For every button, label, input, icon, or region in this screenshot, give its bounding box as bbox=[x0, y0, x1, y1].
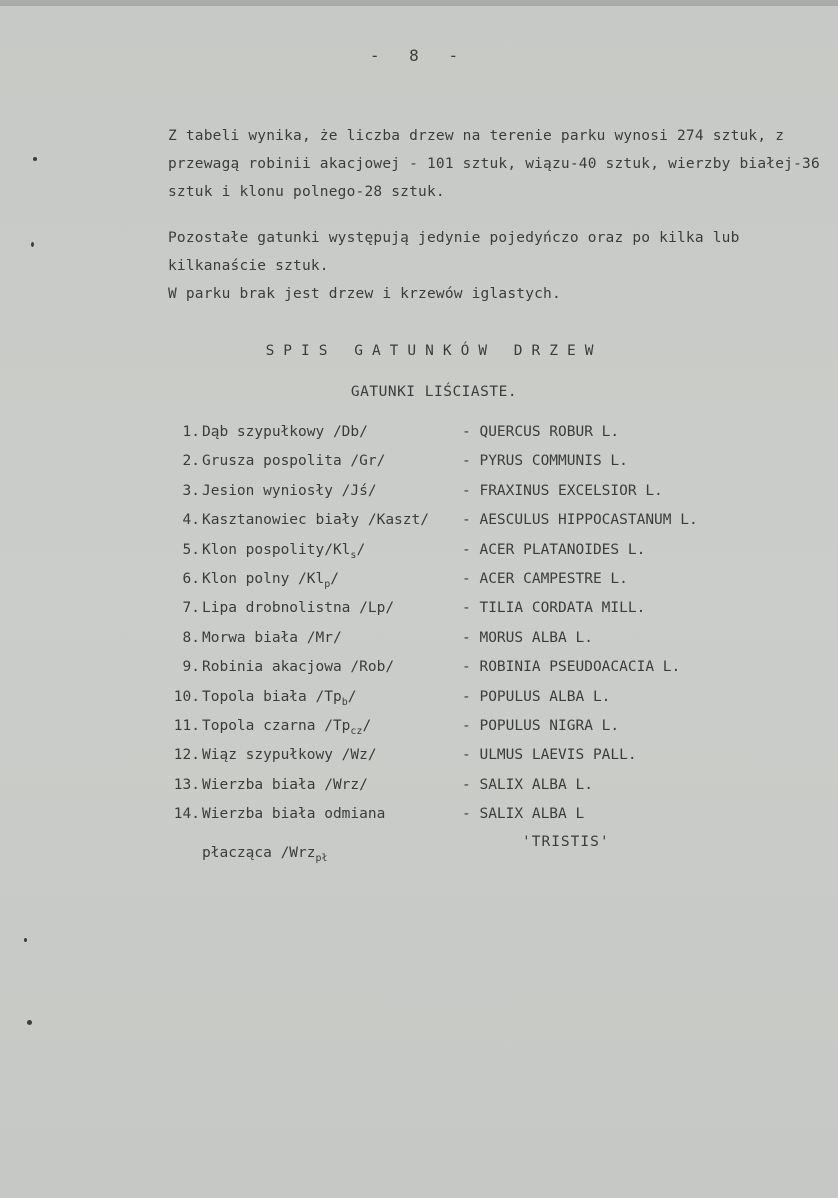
item-number: 11. bbox=[173, 717, 200, 734]
polish-name bbox=[202, 483, 377, 499]
latin-name: - QUERCUS ROBUR L. bbox=[462, 424, 620, 440]
polish-name-text: Grusza pospolita /Gr/ bbox=[202, 453, 386, 470]
polish-name-text: Kasztanowiec biały /Kaszt/ bbox=[202, 512, 429, 529]
list-item bbox=[166, 571, 806, 600]
polish-name-text: Wierzba biała /Wrz/ bbox=[202, 776, 368, 793]
item-number: 14. bbox=[173, 806, 200, 823]
latin-name: - AESCULUS HIPPOCASTANUM L. bbox=[462, 512, 698, 529]
abbr-subscript: p bbox=[324, 578, 331, 590]
polish-name-text: Klon pospolity/Kl bbox=[202, 541, 351, 558]
scan-speck bbox=[31, 242, 34, 247]
polish-name-text: Morwa biała /Mr/ bbox=[202, 629, 342, 646]
paragraph-notes: Pozostałe gatunki występują jedynie pojedyńczo oraz po kilka lub kilkanaście sztuk. W parku brak jest drzew i krzewów iglastych. bbox=[168, 230, 740, 302]
polish-name bbox=[202, 424, 368, 440]
continuation-sub: pł bbox=[315, 852, 328, 864]
item-number: 13. bbox=[173, 776, 200, 793]
list-item bbox=[166, 542, 806, 571]
polish-name-text: Topola czarna /Tp bbox=[202, 717, 351, 734]
paragraph-summary: Z tabeli wynika, że liczba drzew na terenie parku wynosi 274 sztuk, z przewagą robinii akacjowej - 101 sztuk, wiązu-40 sztuk, wierzby białej-36 sztuk i klonu polnego-28 sztuk. bbox=[168, 128, 820, 200]
continuation-latin: 'TRISTIS' bbox=[522, 834, 610, 850]
polish-name-text: Klon polny /Kl bbox=[202, 570, 325, 587]
list-item bbox=[166, 512, 806, 541]
item-number: 7. bbox=[182, 600, 200, 617]
latin-name: - TILIA CORDATA MILL. bbox=[462, 600, 646, 617]
abbr-subscript: b bbox=[341, 696, 348, 708]
polish-name bbox=[202, 777, 368, 793]
abbr-close: / bbox=[347, 688, 357, 705]
polish-name-text: Dąb szypułkowy /Db/ bbox=[202, 424, 368, 440]
polish-name-text: Wierzba biała odmiana bbox=[202, 806, 386, 823]
latin-name: - ACER PLATANOIDES L. bbox=[462, 541, 646, 558]
polish-name-text: Lipa drobnolistna /Lp/ bbox=[202, 600, 395, 617]
scan-edge bbox=[0, 0, 838, 6]
latin-name: - ROBINIA PSEUDOACACIA L. bbox=[462, 659, 681, 676]
page-number: - 8 - bbox=[369, 46, 469, 65]
list-item bbox=[166, 689, 806, 718]
abbr-close: / bbox=[356, 541, 366, 558]
latin-name: - ACER CAMPESTRE L. bbox=[462, 570, 628, 587]
latin-name: - MORUS ALBA L. bbox=[462, 629, 593, 646]
abbr-close: / bbox=[362, 717, 372, 734]
polish-name bbox=[202, 542, 365, 561]
list-item bbox=[166, 630, 806, 659]
item-number: 6. bbox=[182, 570, 200, 587]
latin-name: - POPULUS NIGRA L. bbox=[462, 717, 620, 734]
list-item bbox=[166, 777, 806, 806]
list-item bbox=[166, 424, 806, 453]
item-number: 3. bbox=[182, 482, 200, 499]
item-number: 9. bbox=[182, 659, 200, 676]
polish-name bbox=[202, 453, 385, 469]
latin-name: - SALIX ALBA L bbox=[462, 806, 585, 823]
polish-name bbox=[202, 806, 385, 822]
section-heading: SPIS GATUNKÓW DRZEW bbox=[265, 343, 603, 359]
item-number: 8. bbox=[182, 629, 200, 646]
polish-name bbox=[202, 571, 339, 590]
list-item-continuation bbox=[202, 845, 328, 864]
section-subheading: GATUNKI LIŚCIASTE. bbox=[350, 384, 518, 400]
list-item bbox=[166, 600, 806, 629]
item-number: 1. bbox=[182, 424, 200, 440]
abbr-subscript: s bbox=[350, 549, 357, 561]
polish-name-text: Topola biała /Tp bbox=[202, 688, 342, 705]
species-list bbox=[166, 424, 806, 835]
polish-name bbox=[202, 747, 377, 763]
item-number: 5. bbox=[182, 541, 200, 558]
scan-speck bbox=[24, 938, 27, 942]
latin-name: - ULMUS LAEVIS PALL. bbox=[462, 747, 637, 764]
list-item bbox=[166, 483, 806, 512]
list-item bbox=[166, 747, 806, 776]
polish-name-text: Wiąz szypułkowy /Wz/ bbox=[202, 747, 377, 764]
polish-name-text: Jesion wyniosły /Jś/ bbox=[202, 482, 377, 499]
continuation-polish: płacząca /Wrz bbox=[202, 845, 316, 861]
item-number: 12. bbox=[173, 747, 200, 764]
polish-name bbox=[202, 718, 371, 737]
item-number: 2. bbox=[182, 453, 200, 470]
list-item bbox=[166, 659, 806, 688]
polish-name bbox=[202, 659, 394, 675]
list-item bbox=[166, 806, 806, 835]
list-item bbox=[166, 453, 806, 482]
abbr-close: / bbox=[330, 570, 339, 587]
polish-name-text: Robinia akacjowa /Rob/ bbox=[202, 659, 395, 676]
latin-name: - FRAXINUS EXCELSIOR L. bbox=[462, 482, 663, 499]
polish-name bbox=[202, 512, 429, 528]
polish-name bbox=[202, 689, 356, 708]
item-number: 4. bbox=[182, 512, 200, 529]
latin-name: - POPULUS ALBA L. bbox=[462, 688, 611, 705]
item-number: 10. bbox=[173, 688, 200, 705]
polish-name bbox=[202, 630, 342, 646]
scan-speck bbox=[33, 157, 37, 161]
abbr-subscript: cz bbox=[350, 725, 363, 737]
latin-name: - PYRUS COMMUNIS L. bbox=[462, 453, 628, 470]
scan-speck bbox=[27, 1020, 32, 1025]
list-item bbox=[166, 718, 806, 747]
latin-name: - SALIX ALBA L. bbox=[462, 776, 593, 793]
polish-name bbox=[202, 600, 394, 616]
